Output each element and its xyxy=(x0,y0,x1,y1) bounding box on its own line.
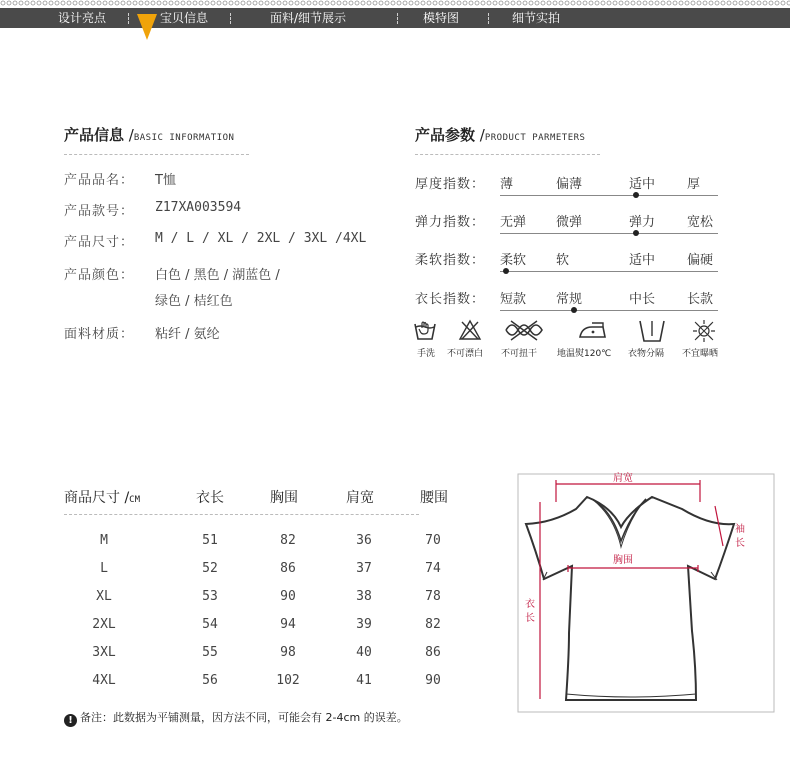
size-table-header-length: 衣长 xyxy=(196,490,224,506)
care-label-separate: 衣物分隔 xyxy=(628,349,665,359)
param-option: 短款 xyxy=(500,292,527,307)
divider xyxy=(415,154,600,155)
chest-label: 胸围 xyxy=(613,555,633,566)
param-option: 适中 xyxy=(629,177,656,192)
shoulder-width-label: 肩宽 xyxy=(613,473,633,484)
product-params-title-en: PRODUCT PARMETERS xyxy=(484,133,586,143)
low-iron-icon xyxy=(563,318,623,342)
size-table-header-chest: 胸围 xyxy=(270,490,298,506)
product-info-title-en: BASIC INFORMATION xyxy=(133,133,235,143)
sleeve-label: 袖长 xyxy=(735,524,745,549)
size-table-cell: 78 xyxy=(425,589,441,604)
care-label-low-iron: 地温熨120℃ xyxy=(557,349,612,359)
info-value-color-line2: 绿色 / 桔红色 xyxy=(155,294,233,309)
chest-measure-line xyxy=(568,565,698,572)
nav-separator xyxy=(397,13,398,24)
param-option: 软 xyxy=(556,253,570,268)
tshirt-diagram xyxy=(512,466,782,716)
size-table-header-size: 商品尺寸 /CM xyxy=(64,490,141,506)
length-label: 衣长 xyxy=(525,599,535,624)
size-table-cell: 94 xyxy=(280,617,296,632)
info-value-size: M / L / XL / 2XL / 3XL /4XL xyxy=(155,231,367,246)
param-label: 柔软指数： xyxy=(415,253,486,268)
nav-item-model-photos[interactable]: 模特图 xyxy=(423,11,460,25)
size-table-cell: 3XL xyxy=(92,645,116,660)
care-label-no-bleach: 不可漂白 xyxy=(447,349,484,359)
size-table-cell: 51 xyxy=(202,533,218,548)
param-level-indicator xyxy=(633,192,639,198)
size-table-cell: 82 xyxy=(425,617,441,632)
size-table-cell: L xyxy=(100,561,108,576)
size-table-cell: 36 xyxy=(356,533,372,548)
size-table-cell: 56 xyxy=(202,673,218,688)
nav-item-detail-shots[interactable]: 细节实拍 xyxy=(512,11,561,25)
size-table-cell: 54 xyxy=(202,617,218,632)
param-level-indicator xyxy=(633,230,639,236)
nav-item-fabric-details[interactable]: 面料/细节展示 xyxy=(270,11,347,25)
nav-separator xyxy=(488,13,489,24)
param-option: 常规 xyxy=(556,292,583,307)
param-label: 衣长指数： xyxy=(415,292,486,307)
size-table-cell: 39 xyxy=(356,617,372,632)
info-label-name: 产品品名： xyxy=(64,173,135,188)
care-label-no-sun: 不宜曝晒 xyxy=(682,349,719,359)
param-option: 偏薄 xyxy=(556,177,583,192)
size-header-label: 商品尺寸 xyxy=(64,490,120,506)
param-option: 薄 xyxy=(500,177,514,192)
size-table-cell: M xyxy=(100,533,108,548)
size-table-header-shoulder: 肩宽 xyxy=(346,490,374,506)
info-value-name: T恤 xyxy=(155,173,176,188)
size-table-cell: 98 xyxy=(280,645,296,660)
info-value-style-no: Z17XA003594 xyxy=(155,200,242,215)
param-level-indicator xyxy=(571,307,577,313)
tshirt-hem xyxy=(566,694,696,697)
size-table-cell: 102 xyxy=(276,673,300,688)
nav-separator xyxy=(230,13,231,24)
no-sun-icon xyxy=(674,318,734,344)
info-value-color: 白色 / 黑色 / 湖蓝色 / xyxy=(155,268,280,283)
care-label-hand-wash: 手洗 xyxy=(417,349,436,359)
product-info-heading: 产品信息 /BASIC INFORMATION xyxy=(64,126,235,144)
active-nav-marker xyxy=(137,14,157,40)
warning-icon: ! xyxy=(64,714,77,727)
no-bleach-icon xyxy=(440,318,500,342)
size-unit: CM xyxy=(129,495,141,505)
divider xyxy=(64,154,249,155)
size-table-cell: 53 xyxy=(202,589,218,604)
param-label: 弹力指数： xyxy=(415,215,486,230)
param-option: 厚 xyxy=(687,177,701,192)
nav-item-product-info[interactable]: 宝贝信息 xyxy=(160,11,209,25)
care-label-no-wring: 不可扭干 xyxy=(501,349,538,359)
param-option: 偏硬 xyxy=(687,253,714,268)
tshirt-collar xyxy=(592,499,646,541)
size-table-header-waist: 腰围 xyxy=(420,490,448,506)
param-option: 长款 xyxy=(687,292,714,307)
product-params-heading: 产品参数 /PRODUCT PARMETERS xyxy=(415,126,586,144)
size-table-cell: 82 xyxy=(280,533,296,548)
no-wring-icon xyxy=(494,318,554,342)
param-option: 适中 xyxy=(629,253,656,268)
size-table-cell: 90 xyxy=(425,673,441,688)
size-table-cell: 70 xyxy=(425,533,441,548)
param-label: 厚度指数： xyxy=(415,177,486,192)
size-table-cell: 40 xyxy=(356,645,372,660)
divider xyxy=(64,514,419,515)
note-text: 备注：此数据为平铺测量，因方法不同，可能会有 2-4cm 的误差。 xyxy=(80,711,408,724)
size-table-cell: 38 xyxy=(356,589,372,604)
tshirt-outline xyxy=(526,497,734,700)
size-table-cell: 90 xyxy=(280,589,296,604)
size-table-cell: 41 xyxy=(356,673,372,688)
size-table-cell: 86 xyxy=(425,645,441,660)
diagram-frame xyxy=(518,474,774,712)
measurement-note xyxy=(64,709,408,727)
param-option: 弹力 xyxy=(629,215,656,230)
info-value-material: 粘纤 / 氨纶 xyxy=(155,327,220,342)
param-scale-line xyxy=(500,271,718,272)
separate-wash-icon xyxy=(622,318,682,344)
info-label-style-no: 产品款号： xyxy=(64,204,135,219)
size-table-cell: 4XL xyxy=(92,673,116,688)
size-table-cell: 2XL xyxy=(92,617,116,632)
param-option: 柔软 xyxy=(500,253,527,268)
param-scale-line xyxy=(500,310,718,311)
param-scale-line xyxy=(500,195,718,196)
param-option: 微弹 xyxy=(556,215,583,230)
top-decoration xyxy=(0,0,790,6)
sleeve-measure-line xyxy=(715,506,723,546)
info-label-size: 产品尺寸： xyxy=(64,235,135,250)
size-table-cell: 37 xyxy=(356,561,372,576)
param-option: 宽松 xyxy=(687,215,714,230)
nav-separator xyxy=(128,13,129,24)
info-label-material: 面料材质： xyxy=(64,327,135,342)
product-info-title: 产品信息 xyxy=(64,126,125,144)
param-option: 无弹 xyxy=(500,215,527,230)
size-table-cell: XL xyxy=(96,589,112,604)
info-label-color: 产品颜色： xyxy=(64,268,135,283)
size-table-cell: 86 xyxy=(280,561,296,576)
size-table-cell: 74 xyxy=(425,561,441,576)
param-level-indicator xyxy=(503,268,509,274)
section-nav-bar xyxy=(0,8,790,28)
param-scale-line xyxy=(500,233,718,234)
size-table-cell: 55 xyxy=(202,645,218,660)
param-option: 中长 xyxy=(629,292,656,307)
product-params-title: 产品参数 xyxy=(415,126,476,144)
size-table-cell: 52 xyxy=(202,561,218,576)
nav-item-design-highlights[interactable]: 设计亮点 xyxy=(58,11,107,25)
